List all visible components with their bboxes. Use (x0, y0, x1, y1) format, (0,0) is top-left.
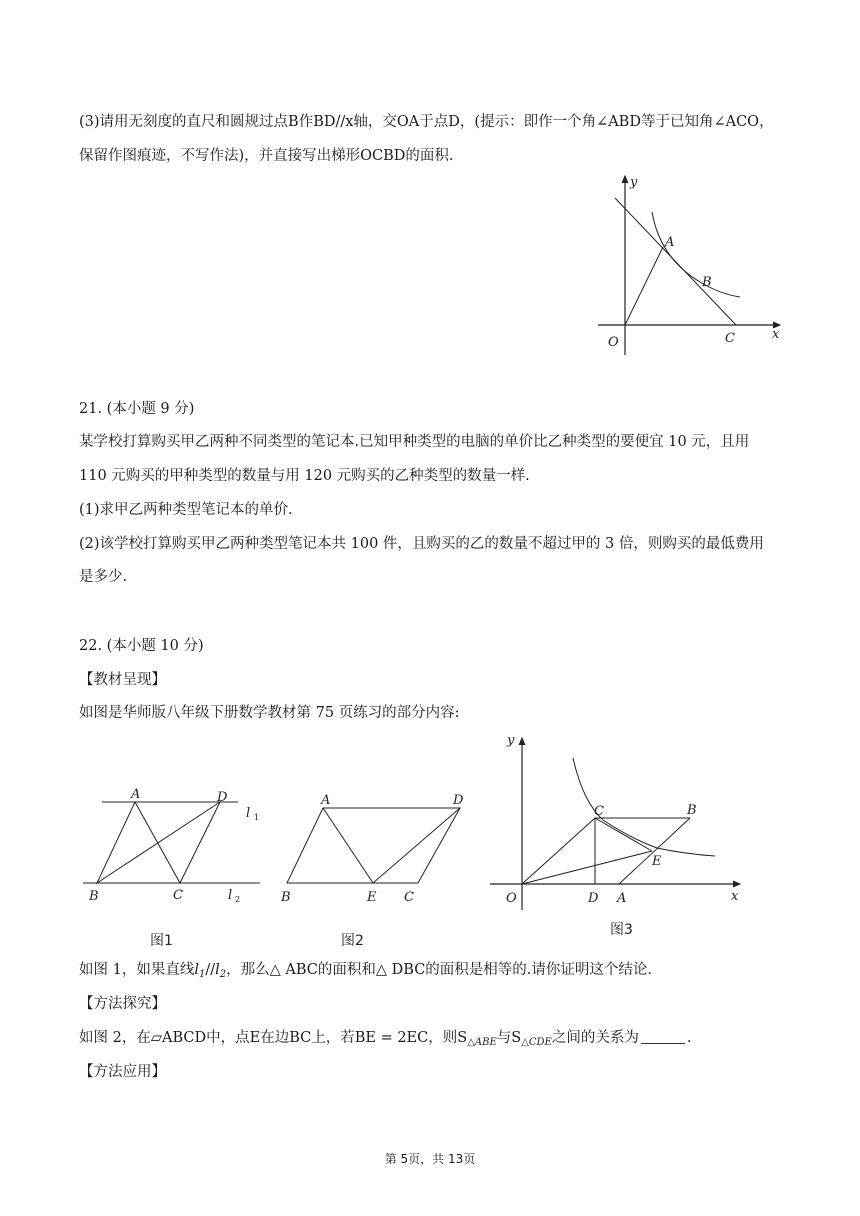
q22-l1-sub: 1 (198, 969, 206, 980)
label-y: y (630, 175, 638, 190)
q22-l3-part-b: 中，点E在边BC上，若BE = 2EC，则S (206, 1030, 468, 1046)
q22-l2-sub: 2 (219, 969, 227, 980)
q21-line1: 某学校打算购买甲乙两种不同类型的笔记本.已知甲种类型的电脑的单价比乙种类型的要便宜 10 元，且用 (79, 434, 750, 450)
q20-part3-line2: 保留作图痕迹，不写作法)，并直接写出梯形OCBD的面积. (79, 148, 454, 164)
line-ac (615, 198, 736, 325)
fig1-label-l1-sub: 1 (254, 813, 260, 822)
fig3-label-e: E (652, 854, 662, 869)
fig3-label-d: D (588, 891, 599, 906)
fig2-caption: 图2 (341, 933, 364, 949)
q22-figure1-text (79, 960, 652, 985)
label-b: B (702, 275, 712, 290)
q22-l2-symbol: l (215, 962, 220, 978)
fig3-label-a: A (617, 891, 627, 906)
q22-l2-part-b: ，那么△ ABC的面积和△ DBC的面积是相等的.请你证明这个结论. (226, 962, 653, 978)
q22-l3-part-a: 如图 2，在 (79, 1030, 151, 1046)
q21-line2: 110 元购买的甲种类型的数量与用 120 元购买的乙种类型的数量一样. (79, 468, 530, 484)
fig2-label-d: D (453, 793, 464, 808)
segment-oa (625, 247, 663, 325)
hyperbola-curve (652, 212, 740, 297)
label-c: C (725, 331, 735, 346)
q22-heading-textbook: 【教材呈现】 (79, 672, 166, 688)
fig3-label-b: B (687, 803, 697, 818)
q21-line4: (2)该学校打算购买甲乙两种类型笔记本共 100 件，且购买的乙的数量不超过甲的 3 倍，则购买的最低费用 (79, 536, 764, 552)
fig1-label-l2: l (228, 888, 233, 903)
fig1-label-c: C (173, 888, 183, 903)
fig3-label-c: C (594, 804, 604, 819)
q22-sub-cde: △CDE (521, 1037, 552, 1048)
fig1-label-a: A (131, 787, 141, 802)
fig1-label-b: B (89, 889, 99, 904)
label-x: x (772, 327, 780, 342)
fig3-label-o: O (506, 891, 517, 906)
q21-title: 21. (本小题 9 分) (79, 401, 195, 417)
q22-l3-part-d: 之间的关系为 (551, 1030, 639, 1046)
fig3-label-y: y (507, 733, 515, 748)
answer-blank[interactable] (641, 1029, 685, 1044)
q22-heading-method: 【方法探究】 (79, 996, 166, 1012)
q20-part3-line1: (3)请用无刻度的直尺和圆规过点B作BD//x轴，交OA于点D，(提示：即作一个角∠ABD等于已知角∠ACO， (79, 114, 774, 130)
q20-figure (590, 170, 790, 360)
q22-l3-period: . (686, 1030, 692, 1046)
fig3-caption: 图3 (610, 922, 633, 938)
figure-2 (278, 790, 473, 950)
fig2-label-c: C (404, 890, 414, 905)
fig2-label-e: E (367, 890, 377, 905)
q22-parallel-symbol: // (205, 962, 216, 978)
page-footer: 第 5页，共 13页 (384, 1152, 476, 1166)
q22-l2-part-a: 如图 1，如果直线 (79, 962, 195, 978)
label-o: O (608, 335, 619, 350)
q22-heading-application: 【方法应用】 (79, 1064, 166, 1080)
figure-3 (485, 730, 750, 940)
fig1-caption: 图1 (150, 933, 173, 949)
fig1-label-l1: l (246, 806, 251, 821)
q21-line5: 是多少. (79, 569, 128, 585)
figure-1 (80, 785, 260, 950)
q22-l1-symbol: l (194, 962, 199, 978)
fig1-label-d: D (217, 790, 228, 805)
q21-line3: (1)求甲乙两种类型笔记本的单价. (79, 502, 293, 518)
fig1-label-l2-sub: 2 (235, 895, 241, 904)
q22-l3-part-c: 与S (496, 1030, 522, 1046)
label-a: A (665, 235, 675, 250)
q22-figure2-text (79, 1028, 691, 1053)
q22-sub-abe: △ABE (467, 1037, 497, 1048)
fig2-label-a: A (321, 793, 331, 808)
q22-title: 22. (本小题 10 分) (79, 638, 204, 654)
fig2-label-b: B (281, 890, 291, 905)
q22-intro: 如图是华师版八年级下册数学教材第 75 页练习的部分内容: (79, 705, 460, 721)
fig3-label-x: x (731, 889, 739, 904)
q22-parallelogram: ▱ABCD (150, 1030, 207, 1046)
